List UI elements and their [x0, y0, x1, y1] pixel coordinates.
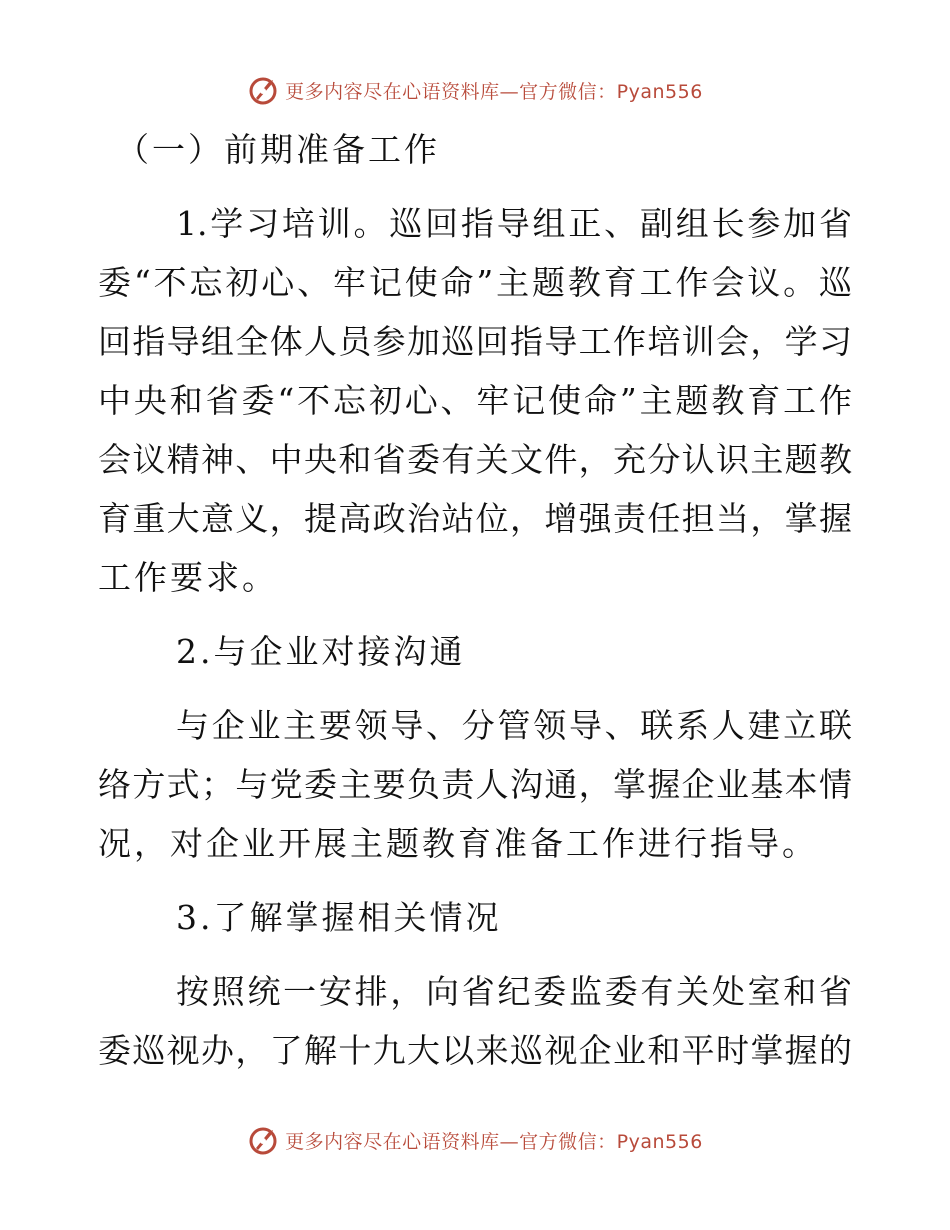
text-line: 育重大意义，提高政治站位，增强责任担当，掌握 — [98, 499, 852, 538]
quill-seal-icon — [247, 74, 279, 106]
text-line: 会议精神、中央和省委有关文件，充分认识主题教 — [98, 440, 852, 479]
text-line: 与企业主要领导、分管领导、联系人建立联 — [176, 706, 852, 745]
quill-seal-icon — [247, 1124, 279, 1156]
paragraph-study-training — [98, 194, 852, 607]
text-line: 委巡视办，了解十九大以来巡视企业和平时掌握的 — [98, 1031, 852, 1070]
text-line: 回指导组全体人员参加巡回指导工作培训会，学习 — [98, 322, 852, 361]
subheading-understand-situation: 3.了解掌握相关情况 — [176, 898, 502, 937]
paragraph-enterprise-liaison — [98, 696, 852, 873]
section-heading: （一）前期准备工作 — [116, 130, 440, 169]
text-line: 1.学习培训。巡回指导组正、副组长参加省 — [176, 204, 852, 243]
text-line: 中央和省委“不忘初心、牢记使命”主题教育工作 — [98, 381, 852, 420]
watermark-text: 更多内容尽在心语资料库—官方微信：Pyan556 — [285, 80, 703, 103]
header-watermark-banner — [0, 70, 950, 110]
text-line: 委“不忘初心、牢记使命”主题教育工作会议。巡 — [98, 263, 852, 302]
text-line: 按照统一安排，向省纪委监委有关处室和省 — [176, 972, 852, 1011]
watermark-text: 更多内容尽在心语资料库—官方微信：Pyan556 — [285, 1130, 703, 1153]
paragraph-understand-situation — [98, 962, 852, 1080]
text-line: 况，对企业开展主题教育准备工作进行指导。 — [98, 824, 818, 863]
document-body — [98, 120, 852, 1080]
subheading-enterprise-liaison: 2.与企业对接沟通 — [176, 632, 466, 671]
text-line: 工作要求。 — [98, 558, 278, 597]
text-line: 络方式；与党委主要负责人沟通，掌握企业基本情 — [98, 765, 852, 804]
footer-watermark-banner — [0, 1120, 950, 1160]
